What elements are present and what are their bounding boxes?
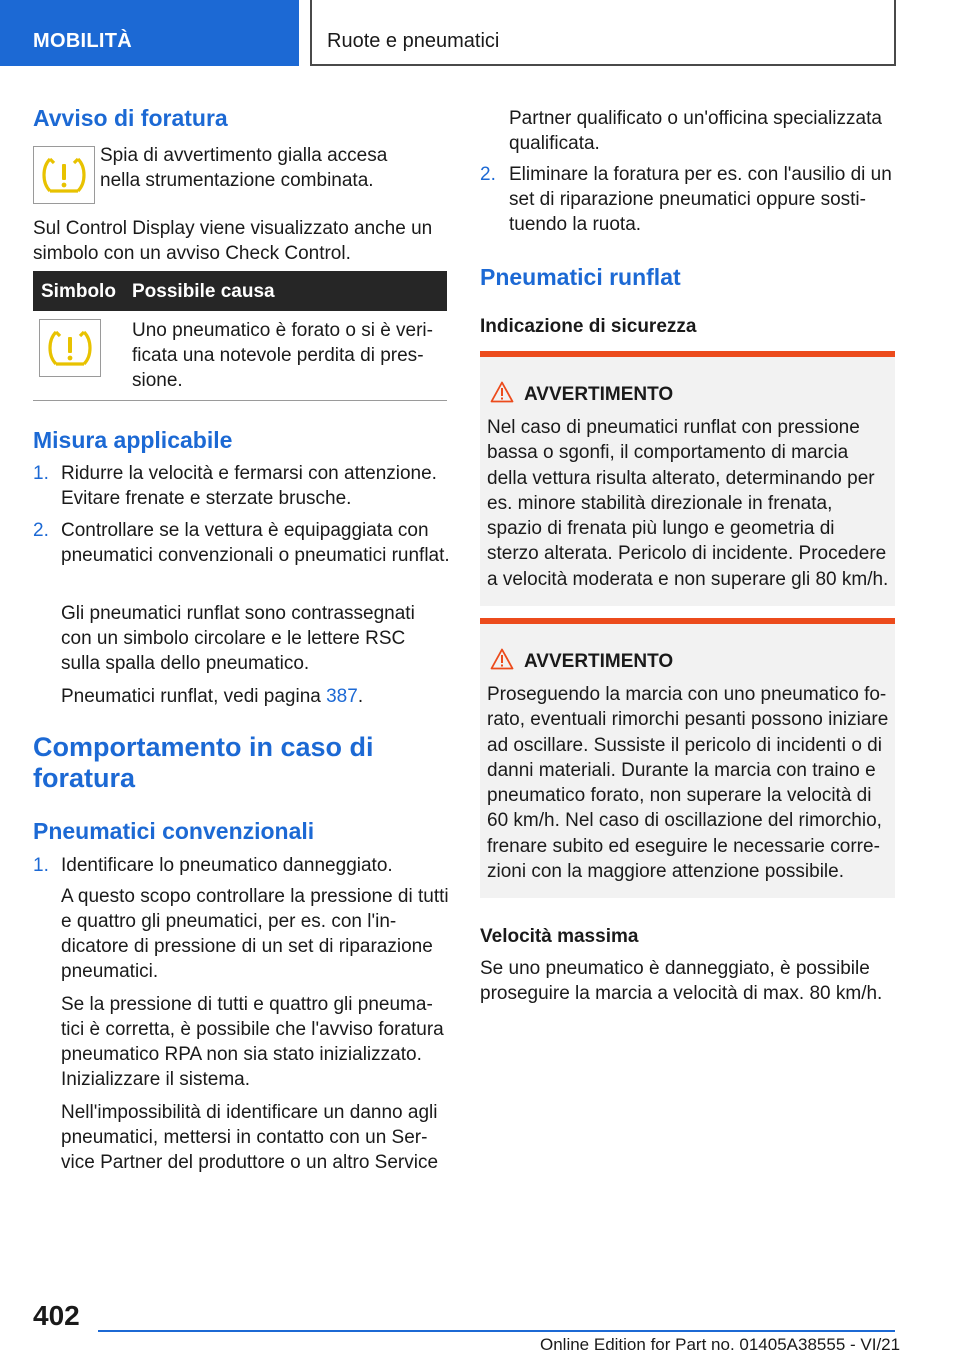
warning-triangle-icon	[490, 381, 514, 403]
service-continuation-text: Partner qualificato o un'officina specializzata qualificata.	[509, 108, 882, 154]
tire-pressure-warning-icon	[33, 146, 95, 204]
heading-avviso-foratura: Avviso di foratura	[33, 105, 228, 131]
list-item-number: 1.	[33, 463, 49, 484]
warning-title: AVVERTIMENTO	[524, 384, 674, 405]
reference-suffix: .	[357, 686, 364, 707]
runflat-marking-text: Gli pneumatici runflat sono contrassegnati con un simbolo circolare e le lettere RSC sulla spalla dello pneumatico.	[61, 603, 415, 674]
page-link-387[interactable]: 387	[326, 686, 358, 707]
heading-comportamento: Comportamento in caso di foratura	[33, 732, 374, 793]
conv-service-text: Nell'impossibilità di identificare un danno agli pneumatici, mettersi in contatto con un Service Partner del produttore o un altro Service	[61, 1102, 439, 1173]
warning-triangle-icon	[490, 648, 514, 670]
heading-pneumatici-runflat: Pneumatici runflat	[480, 264, 681, 290]
table-header-symbol: Simbolo	[41, 281, 116, 302]
footer-edition: Online Edition for Part no. 01405A38555 - VI/21	[540, 1335, 901, 1354]
table-divider	[33, 400, 447, 401]
table-cell-cause: Uno pneumatico è forato o si è verificata una notevole perdita di pressione.	[132, 320, 433, 391]
list-item-number: 2.	[480, 164, 496, 185]
list-item-text: Identificare lo pneumatico danneggiato.	[61, 855, 393, 876]
warning-text: Proseguendo la marcia con uno pneumatico forato, eventuali rimorchi pesanti possono iniziare ad oscillare. Sussiste il pericolo di incidenti o di danni materiali. Durante la marcia con traino e pneumatico forato, non superare la velocità di 60 km/h. Nel caso di oscillazione del rimorchio, frenare subito ed eseguire le necessarie correzioni con la maggiore attenzione possibile.	[487, 684, 889, 883]
conv-pressure-text: A questo scopo controllare la pressione di tutti e quattro gli pneumatici, per es. con l'indicatore di pressione di un set di riparazione pneumatici.	[61, 886, 449, 982]
reference-prefix: Pneumatici runflat, vedi pagina	[61, 686, 321, 707]
warning-text: Nel caso di pneumatici runflat con pressione bassa o sgonfi, il comportamento di marcia della vettura risulta alterato, determinando per es. minore stabilità direzionale in frenata, spazio di frenata più lungo e geometria di sterzo alterata. Pericolo di incidente. Procedere a velocità moderata e non superare gli 80 km/h.	[487, 417, 889, 590]
conv-rpa-text: Se la pressione di tutti e quattro gli pneumatici è corretta, è possibile che l'avviso foratura pneumatico RPA non sia stato inizializzato. Inizializzare il sistema.	[61, 994, 444, 1090]
header-chapter-title: Ruote e pneumatici	[327, 30, 500, 52]
table-header	[33, 271, 447, 311]
header-section-tab	[0, 0, 299, 66]
heading-misura-applicabile: Misura applicabile	[33, 427, 233, 453]
warning-box	[480, 351, 895, 606]
heading-velocita-massima: Velocità massima	[480, 926, 639, 947]
heading-indicazione-sicurezza: Indicazione di sicurezza	[480, 316, 697, 337]
list-item-number: 2.	[33, 520, 49, 541]
table-header-cause: Possibile causa	[132, 281, 275, 302]
list-item-number: 1.	[33, 855, 49, 876]
list-item-text: Eliminare la foratura per es. con l'ausilio di un set di riparazione pneumatici oppure sostituendo la ruota.	[509, 164, 892, 235]
list-item-text: Controllare se la vettura è equipaggiata con pneumatici convenzionali o pneumatici runflat.	[61, 520, 450, 566]
page-number: 402	[33, 1300, 80, 1331]
list-item-text: Ridurre la velocità e fermarsi con attenzione. Evitare frenate e sterzate brusche.	[61, 463, 437, 509]
header-section-title: MOBILITÀ	[33, 30, 133, 52]
header-chapter-tab	[310, 0, 896, 66]
warning-box	[480, 618, 895, 898]
control-display-text: Sul Control Display viene visualizzato anche un simbolo con un avviso Check Control.	[33, 218, 433, 264]
heading-pneumatici-convenzionali: Pneumatici convenzionali	[33, 818, 315, 844]
warning-title: AVVERTIMENTO	[524, 651, 674, 672]
runflat-reference	[61, 684, 446, 709]
velocita-text: Se uno pneumatico è danneggiato, è possibile proseguire la marcia a velocità di max. 80 km/h.	[480, 958, 883, 1004]
icon-description: Spia di avvertimento gialla accesa nella strumentazione combinata.	[100, 145, 388, 191]
tire-pressure-warning-icon	[39, 319, 101, 377]
footer-rule	[98, 1330, 895, 1332]
